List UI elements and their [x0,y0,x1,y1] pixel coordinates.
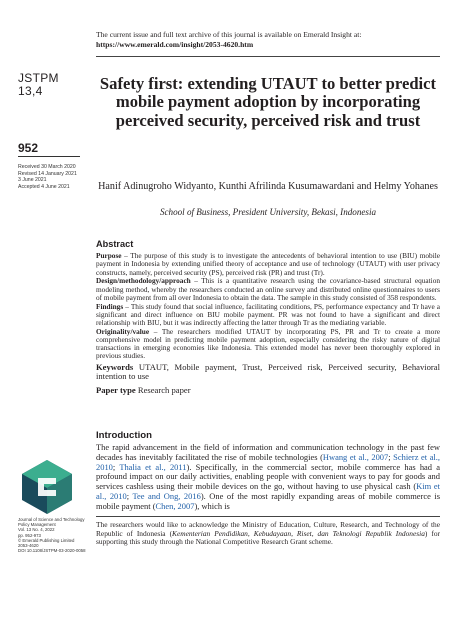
date-accepted: Accepted 4 June 2021 [18,183,70,190]
introduction-paragraph [96,443,440,512]
page-number: 952 [18,141,39,155]
citation-link[interactable]: Schierz et al., 2010 [96,451,440,472]
originality-text: – The researchers modified UTAUT by incorporating PS, PR and Tr to create a more comprehensive model in predicting mobile payment adoption, especially considering the risky nature of digital transactions in emerging economies like Indonesia. This extended model has never been thoroughly explored in previous studies. [96,326,440,361]
journal-url-link[interactable]: https://www.emerald.com/insight/2053-4620.htm [96,40,254,49]
access-notice [96,30,436,50]
volume-issue: 13,4 [18,84,43,98]
intro-text: ). One of the most rapidly expanding areas of mobile commerce is mobile payment ( [96,491,440,511]
journal-name: Journal of Science and Technology [18,517,85,522]
ministry-name: Kementerian Pendidikan, Kebudayaan, Riset, dan Teknologi Republik Indonesia [172,528,425,538]
acknowledgement-footnote [96,521,440,547]
citation-link[interactable]: Kim et al., 2010 [96,481,441,502]
date-revised-2: 3 June 2021 [18,177,47,184]
design-text: – This is a quantitative research using the covariance-based structural equation modeling method, whereby the researchers conducted an online survey and distributed online questionnaires to users of mobile payment from all over Indonesia to obtain the data. The sample in this study consisted of 358 respondents. [96,276,440,302]
doi-link[interactable]: DOI 10.1108/JSTPM-03-2020-0058 [18,548,86,554]
paper-type-label: Paper type [96,384,136,395]
abstract-findings [96,303,440,328]
author-list: Hanif Adinugroho Widyanto, Kunthi Afrilinda Kusumawardani and Helmy Yohanes [98,181,438,192]
issn: 2053-4620 [18,543,39,549]
abstract-section [96,240,440,394]
footnote-text: The researchers would like to acknowledge the Ministry of Education, Culture, Research, and Technology of the Republic of Indonesia ( [96,520,440,538]
citation-link[interactable]: Hwang et al., 2007 [322,451,389,462]
intro-text: ), which is [194,500,230,511]
journal-name-cont: Policy Management [18,522,56,528]
purpose-text: – The purpose of this study is to investigate the antecedents of behavioral intention to use (BIU) mobile payment in Indonesia by extending unified theory of acceptance and use of technology (UTAUT) with user privacy constructs, namely, perceived security (PS), perceived risk (PR) and trust (Tr). [96,251,440,277]
keywords [96,363,440,382]
submission-dates [18,164,90,190]
footnote-text-end: ) for supporting this study through the National Competitive Research Grant scheme. [96,528,440,547]
intro-text: ; [388,451,394,462]
date-revised: Revised 14 January 2021 [18,170,77,177]
introduction-heading: Introduction [96,430,152,441]
citation-link[interactable]: Tee and Ong, 2016 [132,491,201,502]
abstract-purpose [96,252,440,277]
page-number-divider [18,156,80,157]
abstract-originality [96,328,440,361]
intro-text: ; [126,491,133,502]
design-label: Design/methodology/approach [96,276,191,286]
intro-text: ; [112,461,120,472]
notice-divider [96,56,440,57]
keywords-label: Keywords [96,361,134,372]
citation-link[interactable]: Thalia et al., 2011 [119,461,187,472]
copyright: © Emerald Publishing Limited [18,537,75,543]
keywords-text: UTAUT, Mobile payment, Trust, Perceived risk, Perceived security, Behavioral intention to use [96,361,440,382]
originality-label: Originality/value [96,326,150,336]
intro-text: The rapid advancement in the field of information and communication technology in the past few decades has inevitably facilitated the rise of mobile technologies ( [96,441,440,462]
purpose-label: Purpose [96,251,122,261]
journal-abbr-text: JSTPM [18,71,59,85]
paper-type-text: Research paper [135,384,191,395]
findings-label: Findings [96,301,124,311]
findings-text: – This study found that social influence, facilitating conditions, PS, performance expectancy and Tr have a significant and direct influence on BIU mobile payment. PR was not found to have a significant and direct relationship with BIU, but it was indirectly affecting the latter through Tr as the mediating variable. [96,301,440,328]
intro-text: ). Specifically, in the commercial sector, mobile commerce has had a profound impact on our daily activities, enabling people with convenient ways to pay for goods and services cashless using their mobile devices on the go, without having to use physical cash ( [96,461,440,492]
journal-abbreviation [18,72,90,98]
paper-type [96,386,440,394]
article-title: Safety first: extending UTAUT to better predict mobile payment adoption by incorporating perceived security, perceived risk and trust [99,74,437,130]
author-affiliation: School of Business, President University, Bekasi, Indonesia [159,207,377,217]
access-notice-text: The current issue and full text archive of this journal is available on Emerald Insight at: [96,30,362,39]
abstract-heading: Abstract [96,239,134,249]
abstract-design [96,277,440,302]
footnote-divider [96,516,440,517]
page-range: pp. 952-973 [18,532,41,538]
journal-citation-info [18,517,90,553]
volume-info: Vol. 13 No. 4, 2022 [18,527,55,533]
citation-link[interactable]: Chen, 2007 [155,500,195,511]
introduction-section [96,431,440,512]
emerald-logo-icon [18,458,76,516]
date-received: Received 30 March 2020 [18,164,76,170]
